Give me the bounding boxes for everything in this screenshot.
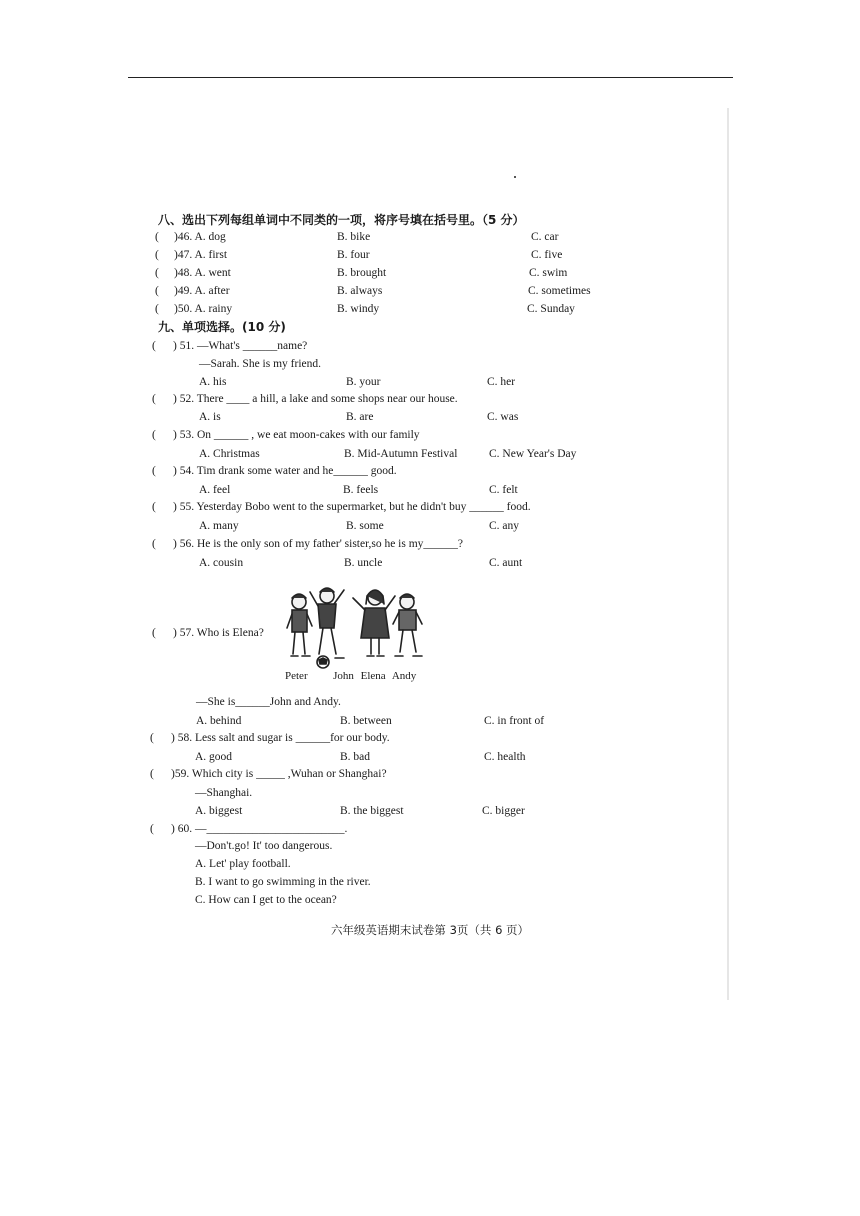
option-b: B. brought — [337, 267, 387, 279]
question-stem: ) 57. Who is Elena? — [173, 627, 264, 639]
option-b: B. some — [346, 520, 384, 532]
answer-bracket[interactable]: ( — [152, 501, 156, 513]
option-b: B. your — [346, 376, 381, 388]
option-c: C. any — [489, 520, 520, 532]
answer-bracket[interactable]: ( — [152, 627, 156, 639]
option-a: A. his — [199, 376, 227, 388]
page-footer: 六年级英语期末试卷第 3页（共 6 页） — [330, 923, 530, 937]
option-b: B. always — [337, 285, 383, 297]
option-a: A. good — [195, 751, 233, 763]
side-rule — [727, 108, 729, 1000]
option-a: A. is — [199, 411, 221, 423]
question-stem: )49. A. after — [174, 285, 230, 297]
reply-text: —She is______John and Andy. — [196, 696, 341, 708]
answer-bracket[interactable]: ( — [150, 823, 154, 835]
answer-bracket[interactable]: ( — [152, 393, 156, 405]
option-b: B. bad — [340, 751, 371, 763]
question-stem: )47. A. first — [174, 249, 228, 261]
option-c: C. in front of — [484, 715, 545, 727]
answer-bracket[interactable]: ( — [155, 231, 159, 243]
option-c: C. Sunday — [527, 303, 575, 315]
option-a: A. cousin — [199, 557, 244, 569]
option-c: C. aunt — [489, 557, 523, 569]
section9-title: 九、单项选择。(10 分) — [158, 320, 286, 334]
question-stem: ) 60. —________________________. — [171, 823, 348, 835]
reply-text: —Shanghai. — [195, 787, 253, 799]
answer-bracket[interactable]: ( — [152, 340, 156, 352]
name-andy: Andy — [391, 670, 417, 682]
option-c: C. How can I get to the ocean? — [195, 894, 337, 906]
answer-bracket[interactable]: ( — [155, 303, 159, 315]
question-stem: )50. A. rainy — [174, 303, 233, 315]
question-stem: ) 58. Less salt and sugar is ______for our body. — [171, 732, 390, 744]
option-c: C. felt — [489, 484, 518, 496]
question-stem: ) 53. On ______ , we eat moon-cakes with our family — [173, 429, 420, 441]
question-stem: )59. Which city is _____ ,Wuhan or Shanghai? — [171, 768, 387, 780]
answer-bracket[interactable]: ( — [152, 465, 156, 477]
answer-bracket[interactable]: ( — [155, 249, 159, 261]
option-a: A. feel — [199, 484, 231, 496]
answer-bracket[interactable]: ( — [155, 267, 159, 279]
option-a: A. Let' play football. — [195, 858, 291, 870]
option-c: C. health — [484, 751, 526, 763]
question-stem: ) 51. —What's ______name? — [173, 340, 308, 352]
option-b: B. feels — [343, 484, 379, 496]
four-children-illustration — [283, 580, 425, 670]
option-c: C. New Year's Day — [489, 448, 577, 460]
option-b: B. four — [337, 249, 370, 261]
answer-bracket[interactable]: ( — [150, 732, 154, 744]
option-b: B. between — [340, 715, 392, 727]
option-c: C. was — [487, 411, 519, 423]
option-b: B. windy — [337, 303, 380, 315]
option-c: C. sometimes — [528, 285, 591, 297]
name-peter: Peter — [285, 670, 308, 682]
option-b: B. I want to go swimming in the river. — [195, 876, 371, 888]
name-john: John — [333, 670, 354, 682]
answer-bracket[interactable]: ( — [152, 538, 156, 550]
option-a: A. behind — [196, 715, 242, 727]
top-rule — [128, 77, 733, 78]
question-stem: )48. A. went — [174, 267, 231, 279]
option-a: A. many — [199, 520, 239, 532]
question-stem: ) 56. He is the only son of my father' sister,so he is my______? — [173, 538, 464, 550]
option-c: C. her — [487, 376, 516, 388]
option-b: B. uncle — [344, 557, 383, 569]
option-a: A. Christmas — [199, 448, 260, 460]
reply-text: —Don't.go! It' too dangerous. — [195, 840, 333, 852]
answer-bracket[interactable]: ( — [152, 429, 156, 441]
answer-bracket[interactable]: ( — [150, 768, 154, 780]
option-b: B. bike — [337, 231, 371, 243]
illustration-caption — [285, 670, 420, 682]
option-c: C. swim — [529, 267, 568, 279]
question-stem: ) 55. Yesterday Bobo went to the supermarket, but he didn't buy ______ food. — [173, 501, 531, 513]
option-a: A. biggest — [195, 805, 243, 817]
section8-title: 八、选出下列每组单词中不同类的一项，将序号填在括号里。（5 分） — [158, 213, 525, 227]
question-stem: )46. A. dog — [174, 231, 226, 243]
name-elena: Elena — [360, 670, 386, 682]
option-c: C. car — [531, 231, 559, 243]
option-b: B. Mid-Autumn Festival — [344, 448, 458, 460]
question-stem: ) 54. Tim drank some water and he______ good. — [173, 465, 397, 477]
option-b: B. are — [346, 411, 374, 423]
option-c: C. five — [531, 249, 563, 261]
reply-text: —Sarah. She is my friend. — [199, 358, 322, 370]
question-stem: ) 52. There ____ a hill, a lake and some shops near our house. — [173, 393, 458, 405]
scan-speck — [514, 176, 516, 178]
option-b: B. the biggest — [340, 805, 404, 817]
answer-bracket[interactable]: ( — [155, 285, 159, 297]
option-c: C. bigger — [482, 805, 525, 817]
